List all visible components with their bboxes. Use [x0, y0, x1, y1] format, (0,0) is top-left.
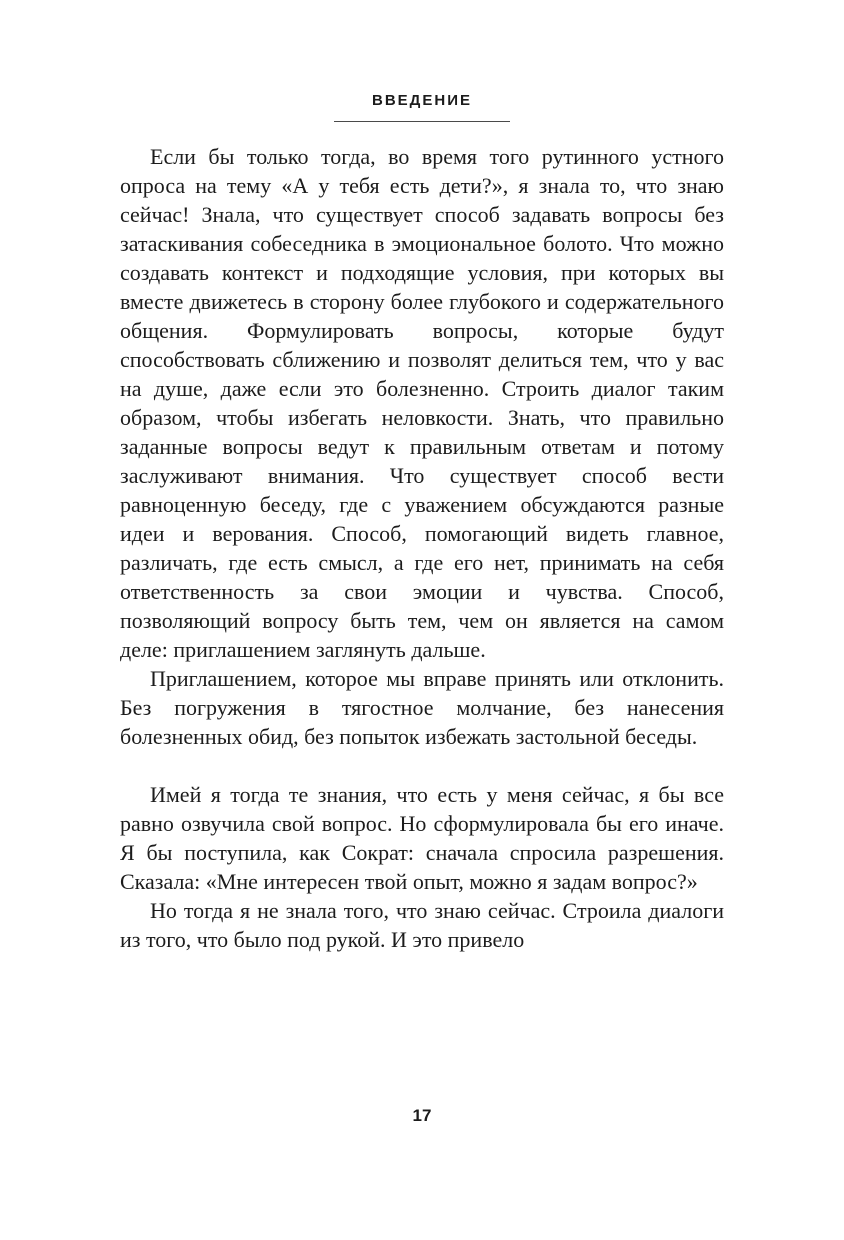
page-body [120, 142, 724, 954]
paragraph-3: Имей я тогда те знания, что есть у меня сейчас, я бы все равно озвучила свой вопрос. Но сформулировала бы его иначе. Я бы поступила, как Сократ: сначала спросила разрешения. Сказала: «Мне интересен твой опыт, можно я задам вопрос?» [120, 782, 724, 894]
section-break [120, 751, 724, 780]
paragraph-4: Но тогда я не знала того, что знаю сейчас. Строила диалоги из того, что было под рукой. И это привело [120, 898, 724, 952]
page-header [0, 0, 844, 122]
chapter-title: ВВЕДЕНИЕ [372, 92, 472, 109]
page-footer [0, 1106, 844, 1126]
header-divider [334, 121, 510, 122]
page-number: 17 [412, 1106, 432, 1125]
paragraph-1: Если бы только тогда, во время того рутинного устного опроса на тему «А у тебя есть дети?», я знала то, что знаю сейчас! Знала, что существует способ задавать вопросы без затаскивания собеседника в эмоциональное болото. Что можно создавать контекст и подходящие условия, при которых вы вместе движетесь в сторону более глубокого и содержательного общения. Формулировать вопросы, которые будут способствовать сближению и позволят делиться тем, что у вас на душе, даже если это болезненно. Строить диалог таким образом, чтобы избегать неловкости. Знать, что правильно заданные вопросы ведут к правильным ответам и потому заслуживают внимания. Что существует способ вести равноценную беседу, где с уважением обсуждаются разные идеи и верования. Способ, помогающий видеть главное, различать, где есть смысл, а где его нет, принимать на себя ответственность за свои эмоции и чувства. Способ, позволяющий вопросу быть тем, чем он является на самом деле: приглашением заглянуть дальше. [120, 144, 724, 662]
paragraph-2: Приглашением, которое мы вправе принять или отклонить. Без погружения в тягостное молчание, без нанесения болезненных обид, без попыток избежать застольной беседы. [120, 666, 724, 749]
